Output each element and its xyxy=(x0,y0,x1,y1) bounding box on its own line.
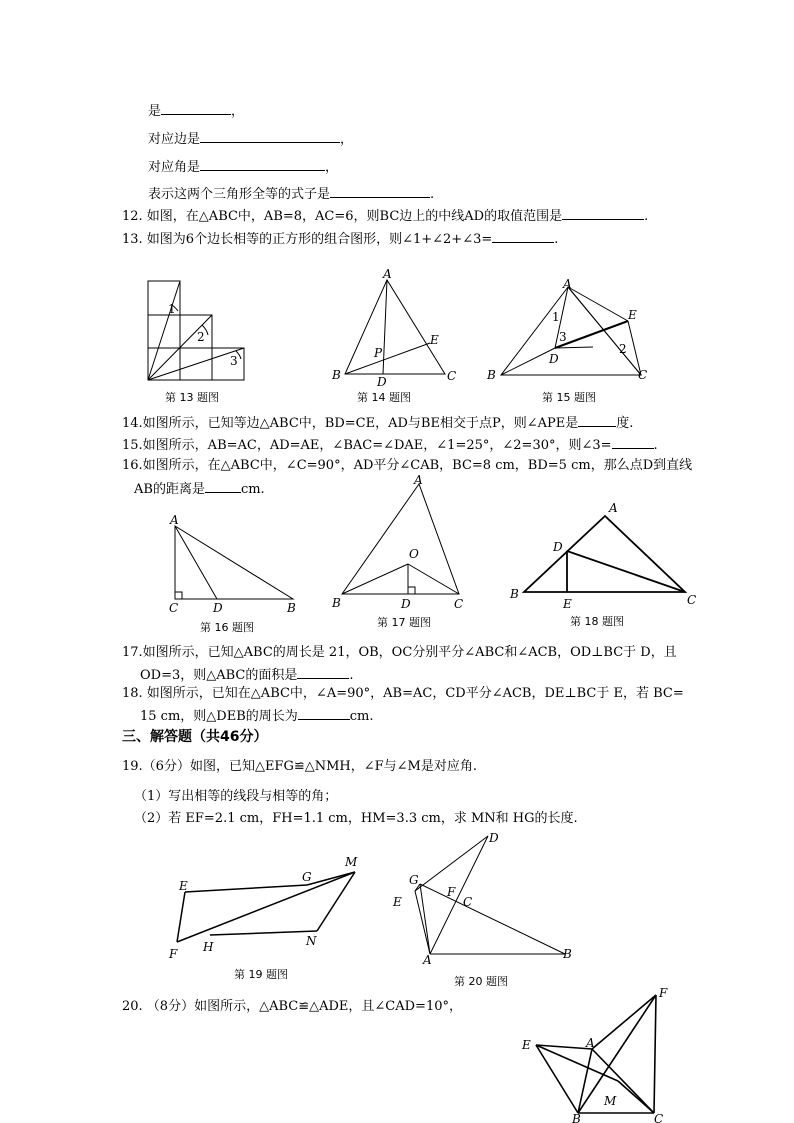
fig19-G: G xyxy=(302,870,312,884)
caption-14: 第 14 题图 xyxy=(357,391,411,404)
fig15-D: D xyxy=(549,352,559,366)
q11-line-1: 是 ， xyxy=(148,101,244,121)
fig18-E: E xyxy=(563,597,572,611)
fig19-E: E xyxy=(179,879,188,893)
q11-line-3: 对应角是 ， xyxy=(148,157,338,177)
figure-14 xyxy=(325,268,465,388)
question-13: 13. 如图为6个边长相等的正方形的组合图形，则∠1+∠2+∠3= . xyxy=(122,229,558,249)
caption-18: 第 18 题图 xyxy=(570,615,624,628)
caption-20: 第 20 题图 xyxy=(454,975,508,988)
fig16-B: B xyxy=(287,601,296,615)
figure-17 xyxy=(328,474,468,614)
fig18-A: A xyxy=(609,501,618,515)
fig17-C: C xyxy=(454,597,464,611)
q11-line-4: 表示这两个三角形全等的式子是 . xyxy=(148,184,434,204)
fig15-A: A xyxy=(563,277,572,291)
fig14-E: E xyxy=(430,333,439,347)
question-12: 12. 如图，在△ABC中，AB=8，AC=6，则BC边上的中线AD的取值范围是 . xyxy=(122,206,648,226)
question-19-part-1: （1）写出相等的线段与相等的角； xyxy=(134,789,338,804)
fig19-H: H xyxy=(203,940,214,954)
question-16-b: AB的距离是 cm. xyxy=(134,479,265,499)
fig20-B: B xyxy=(563,947,572,961)
figure-13 xyxy=(140,275,250,385)
question-14: 14.如图所示，已知等边△ABC中，BD=CE，AD与BE相交于点P，则∠APE是 度. xyxy=(122,413,633,433)
fig21-A: A xyxy=(586,1036,595,1050)
question-17-b: OD=3，则△ABC的面积是 . xyxy=(140,665,354,685)
question-16-a: 16.如图所示，在△ABC中，∠C=90°，AD平分∠CAB，BC=8 cm，BD=5 cm，那么点D到直线 xyxy=(122,458,693,473)
figure-20 xyxy=(385,826,585,966)
figure-21 xyxy=(516,985,686,1123)
fig21-E: E xyxy=(522,1038,531,1052)
fig20-C: C xyxy=(463,895,473,909)
fig13-label-3: 3 xyxy=(230,354,238,368)
fig14-D: D xyxy=(377,375,387,389)
question-20: 20. （8分）如图所示，△ABC≌△ADE，且∠CAD=10°， xyxy=(122,999,462,1014)
question-17-a: 17.如图所示，已知△ABC的周长是 21，OB，OC分别平分∠ABC和∠ACB，OD⊥BC于 D，且 xyxy=(122,645,677,660)
fig15-2: 2 xyxy=(619,342,627,356)
fig18-D: D xyxy=(553,540,563,554)
fig15-B: B xyxy=(487,368,496,382)
fig21-M: M xyxy=(604,1094,617,1108)
fig21-F: F xyxy=(659,986,668,1000)
fig14-P: P xyxy=(374,346,383,360)
question-18-a: 18. 如图所示，已知在△ABC中，∠A=90°，AB=AC，CD平分∠ACB，DE⊥BC于 E，若 BC= xyxy=(122,686,684,701)
fig18-C: C xyxy=(687,593,697,607)
fig14-A: A xyxy=(383,267,392,281)
section-3-title: 三、解答题（共46分） xyxy=(122,729,268,745)
fig20-A: A xyxy=(423,953,432,967)
fig20-E: E xyxy=(393,895,402,909)
fig14-C: C xyxy=(447,369,457,383)
fig17-A: A xyxy=(414,473,423,487)
fig19-N: N xyxy=(306,934,317,948)
fig17-D: D xyxy=(401,597,411,611)
caption-15: 第 15 题图 xyxy=(542,391,596,404)
fig21-B: B xyxy=(572,1112,581,1123)
figure-19 xyxy=(165,850,375,965)
fig19-M: M xyxy=(345,855,358,869)
fig13-label-1: 1 xyxy=(168,302,176,316)
fig20-F: F xyxy=(447,885,456,899)
fig16-C: C xyxy=(169,601,179,615)
caption-19: 第 19 题图 xyxy=(234,968,288,981)
fig15-E: E xyxy=(628,308,637,322)
figure-15 xyxy=(483,275,663,385)
caption-17: 第 17 题图 xyxy=(377,616,431,629)
fig16-A: A xyxy=(170,513,179,527)
caption-16: 第 16 题图 xyxy=(200,621,254,634)
question-19: 19.（6分）如图，已知△EFG≌△NMH，∠F与∠M是对应角. xyxy=(122,759,477,774)
q11-line-2: 对应边是 ， xyxy=(148,129,353,149)
fig14-B: B xyxy=(332,368,341,382)
question-15: 15.如图所示，AB=AC，AD=AE，∠BAC=∠DAE，∠1=25°，∠2=30°，则∠3= . xyxy=(122,435,658,455)
fig13-label-2: 2 xyxy=(197,330,205,344)
fig17-B: B xyxy=(332,596,341,610)
fig15-C: C xyxy=(638,368,648,382)
fig17-O: O xyxy=(409,547,419,561)
fig19-F: F xyxy=(169,947,178,961)
fig21-C: C xyxy=(654,1112,664,1123)
fig15-1: 1 xyxy=(552,310,560,324)
fig18-B: B xyxy=(510,587,519,601)
figure-18 xyxy=(508,500,700,612)
caption-13: 第 13 题图 xyxy=(165,391,219,404)
fig16-D: D xyxy=(213,601,223,615)
figure-16 xyxy=(165,512,305,617)
question-18-b: 15 cm，则△DEB的周长为 cm. xyxy=(140,706,374,726)
fig20-D: D xyxy=(489,831,499,845)
fig15-3: 3 xyxy=(559,330,567,344)
fig20-G: G xyxy=(409,873,419,887)
question-19-part-2: （2）若 EF=2.1 cm，FH=1.1 cm，HM=3.3 cm，求 MN和 HG的长度. xyxy=(134,811,578,826)
